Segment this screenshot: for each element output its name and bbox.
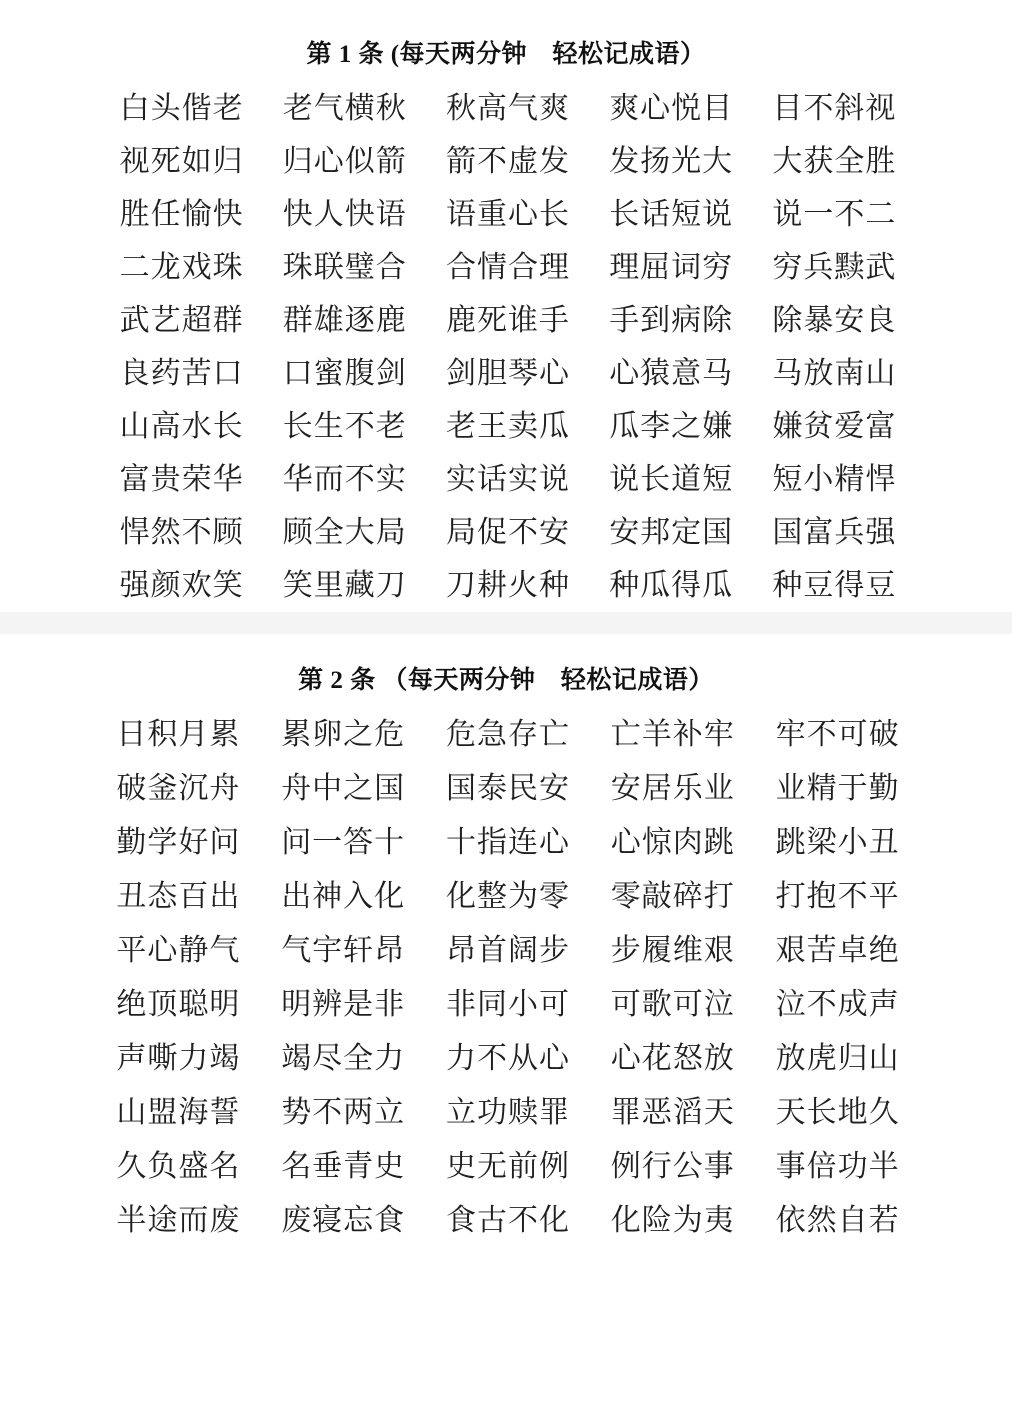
idiom-item: 手到病除 (609, 304, 734, 337)
idiom-item: 剑胆琴心 (445, 357, 570, 390)
idiom-grid-1 (0, 82, 1012, 612)
idiom-item: 秋高气爽 (445, 92, 570, 125)
idiom-item: 富贵荣华 (119, 463, 244, 496)
idiom-item: 昂首阔步 (445, 934, 570, 967)
idiom-item: 合情合理 (445, 251, 570, 284)
idiom-item: 老气横秋 (282, 92, 407, 125)
idiom-item: 平心静气 (116, 934, 241, 967)
idiom-item: 短小精悍 (772, 463, 897, 496)
idiom-item: 牢不可破 (775, 718, 900, 751)
idiom-item: 势不两立 (281, 1096, 406, 1129)
idiom-item: 语重心长 (445, 198, 570, 231)
idiom-item: 说长道短 (609, 463, 734, 496)
idiom-item: 顾全大局 (282, 516, 407, 549)
idiom-item: 视死如归 (119, 145, 244, 178)
idiom-item: 放虎归山 (775, 1042, 900, 1075)
idiom-item: 刀耕火种 (445, 569, 570, 602)
idiom-item: 悍然不顾 (119, 516, 244, 549)
idiom-item: 名垂青史 (281, 1150, 406, 1183)
idiom-item: 良药苦口 (119, 357, 244, 390)
idiom-item: 明辨是非 (281, 988, 406, 1021)
idiom-item: 武艺超群 (119, 304, 244, 337)
idiom-item: 事倍功半 (775, 1150, 900, 1183)
idiom-item: 可歌可泣 (610, 988, 735, 1021)
idiom-item: 发扬光大 (609, 145, 734, 178)
idiom-item: 种豆得豆 (772, 569, 897, 602)
idiom-item: 勤学好问 (116, 826, 241, 859)
idiom-item: 长生不老 (282, 410, 407, 443)
idiom-item: 舟中之国 (281, 772, 406, 805)
idiom-item: 二龙戏珠 (119, 251, 244, 284)
idiom-item: 老王卖瓜 (445, 410, 570, 443)
idiom-item: 爽心悦目 (609, 92, 734, 125)
section-1-title: 第 1 条 (每天两分钟 轻松记成语） (306, 41, 706, 68)
idiom-item: 归心似箭 (282, 145, 407, 178)
idiom-item: 依然自若 (775, 1204, 900, 1237)
idiom-item: 胜任愉快 (119, 198, 244, 231)
idiom-item: 气宇轩昂 (281, 934, 406, 967)
idiom-item: 问一答十 (281, 826, 406, 859)
idiom-item: 十指连心 (445, 826, 570, 859)
idiom-item: 史无前例 (445, 1150, 570, 1183)
idiom-item: 国富兵强 (772, 516, 897, 549)
idiom-item: 食古不化 (445, 1204, 570, 1237)
section-2-title: 第 2 条 （每天两分钟 轻松记成语） (298, 667, 714, 694)
idiom-item: 白头偕老 (119, 92, 244, 125)
idiom-item: 久负盛名 (116, 1150, 241, 1183)
idiom-item: 打抱不平 (775, 880, 900, 913)
section-divider (0, 612, 1012, 634)
idiom-item: 长话短说 (609, 198, 734, 231)
idiom-item: 危急存亡 (445, 718, 570, 751)
idiom-item: 业精于勤 (775, 772, 900, 805)
idiom-item: 心猿意马 (609, 357, 734, 390)
idiom-item: 强颜欢笑 (119, 569, 244, 602)
idiom-item: 声嘶力竭 (116, 1042, 241, 1075)
idiom-item: 立功赎罪 (445, 1096, 570, 1129)
idiom-item: 山高水长 (119, 410, 244, 443)
idiom-grid-2 (0, 708, 1012, 1248)
idiom-section-2 (0, 634, 1012, 1248)
idiom-item: 理屈词穷 (609, 251, 734, 284)
idiom-item: 竭尽全力 (281, 1042, 406, 1075)
idiom-item: 绝顶聪明 (116, 988, 241, 1021)
idiom-item: 非同小可 (445, 988, 570, 1021)
idiom-item: 口蜜腹剑 (282, 357, 407, 390)
idiom-item: 日积月累 (116, 718, 241, 751)
idiom-item: 大获全胜 (772, 145, 897, 178)
idiom-item: 山盟海誓 (116, 1096, 241, 1129)
idiom-item: 泣不成声 (775, 988, 900, 1021)
idiom-item: 累卵之危 (281, 718, 406, 751)
idiom-item: 艰苦卓绝 (775, 934, 900, 967)
idiom-item: 罪恶滔天 (610, 1096, 735, 1129)
idiom-item: 鹿死谁手 (445, 304, 570, 337)
idiom-item: 实话实说 (445, 463, 570, 496)
idiom-item: 说一不二 (772, 198, 897, 231)
idiom-item: 笑里藏刀 (282, 569, 407, 602)
idiom-item: 快人快语 (282, 198, 407, 231)
idiom-item: 国泰民安 (445, 772, 570, 805)
idiom-item: 安居乐业 (610, 772, 735, 805)
idiom-item: 箭不虚发 (445, 145, 570, 178)
idiom-item: 种瓜得瓜 (609, 569, 734, 602)
idiom-item: 化险为夷 (610, 1204, 735, 1237)
idiom-item: 瓜李之嫌 (609, 410, 734, 443)
idiom-item: 步履维艰 (610, 934, 735, 967)
idiom-item: 穷兵黩武 (772, 251, 897, 284)
idiom-item: 马放南山 (772, 357, 897, 390)
idiom-item: 力不从心 (445, 1042, 570, 1075)
idiom-item: 零敲碎打 (610, 880, 735, 913)
idiom-item: 心花怒放 (610, 1042, 735, 1075)
idiom-item: 局促不安 (445, 516, 570, 549)
idiom-item: 半途而废 (116, 1204, 241, 1237)
idiom-item: 除暴安良 (772, 304, 897, 337)
idiom-item: 嫌贫爱富 (772, 410, 897, 443)
idiom-item: 废寝忘食 (281, 1204, 406, 1237)
idiom-item: 天长地久 (775, 1096, 900, 1129)
idiom-item: 丑态百出 (116, 880, 241, 913)
idiom-item: 亡羊补牢 (610, 718, 735, 751)
idiom-item: 跳梁小丑 (775, 826, 900, 859)
idiom-item: 华而不实 (282, 463, 407, 496)
idiom-section-1 (0, 0, 1012, 612)
idiom-item: 破釜沉舟 (116, 772, 241, 805)
idiom-item: 安邦定国 (609, 516, 734, 549)
idiom-item: 心惊肉跳 (610, 826, 735, 859)
idiom-item: 出神入化 (281, 880, 406, 913)
idiom-item: 群雄逐鹿 (282, 304, 407, 337)
idiom-item: 化整为零 (445, 880, 570, 913)
idiom-item: 珠联璧合 (282, 251, 407, 284)
idiom-item: 例行公事 (610, 1150, 735, 1183)
idiom-item: 目不斜视 (772, 92, 897, 125)
